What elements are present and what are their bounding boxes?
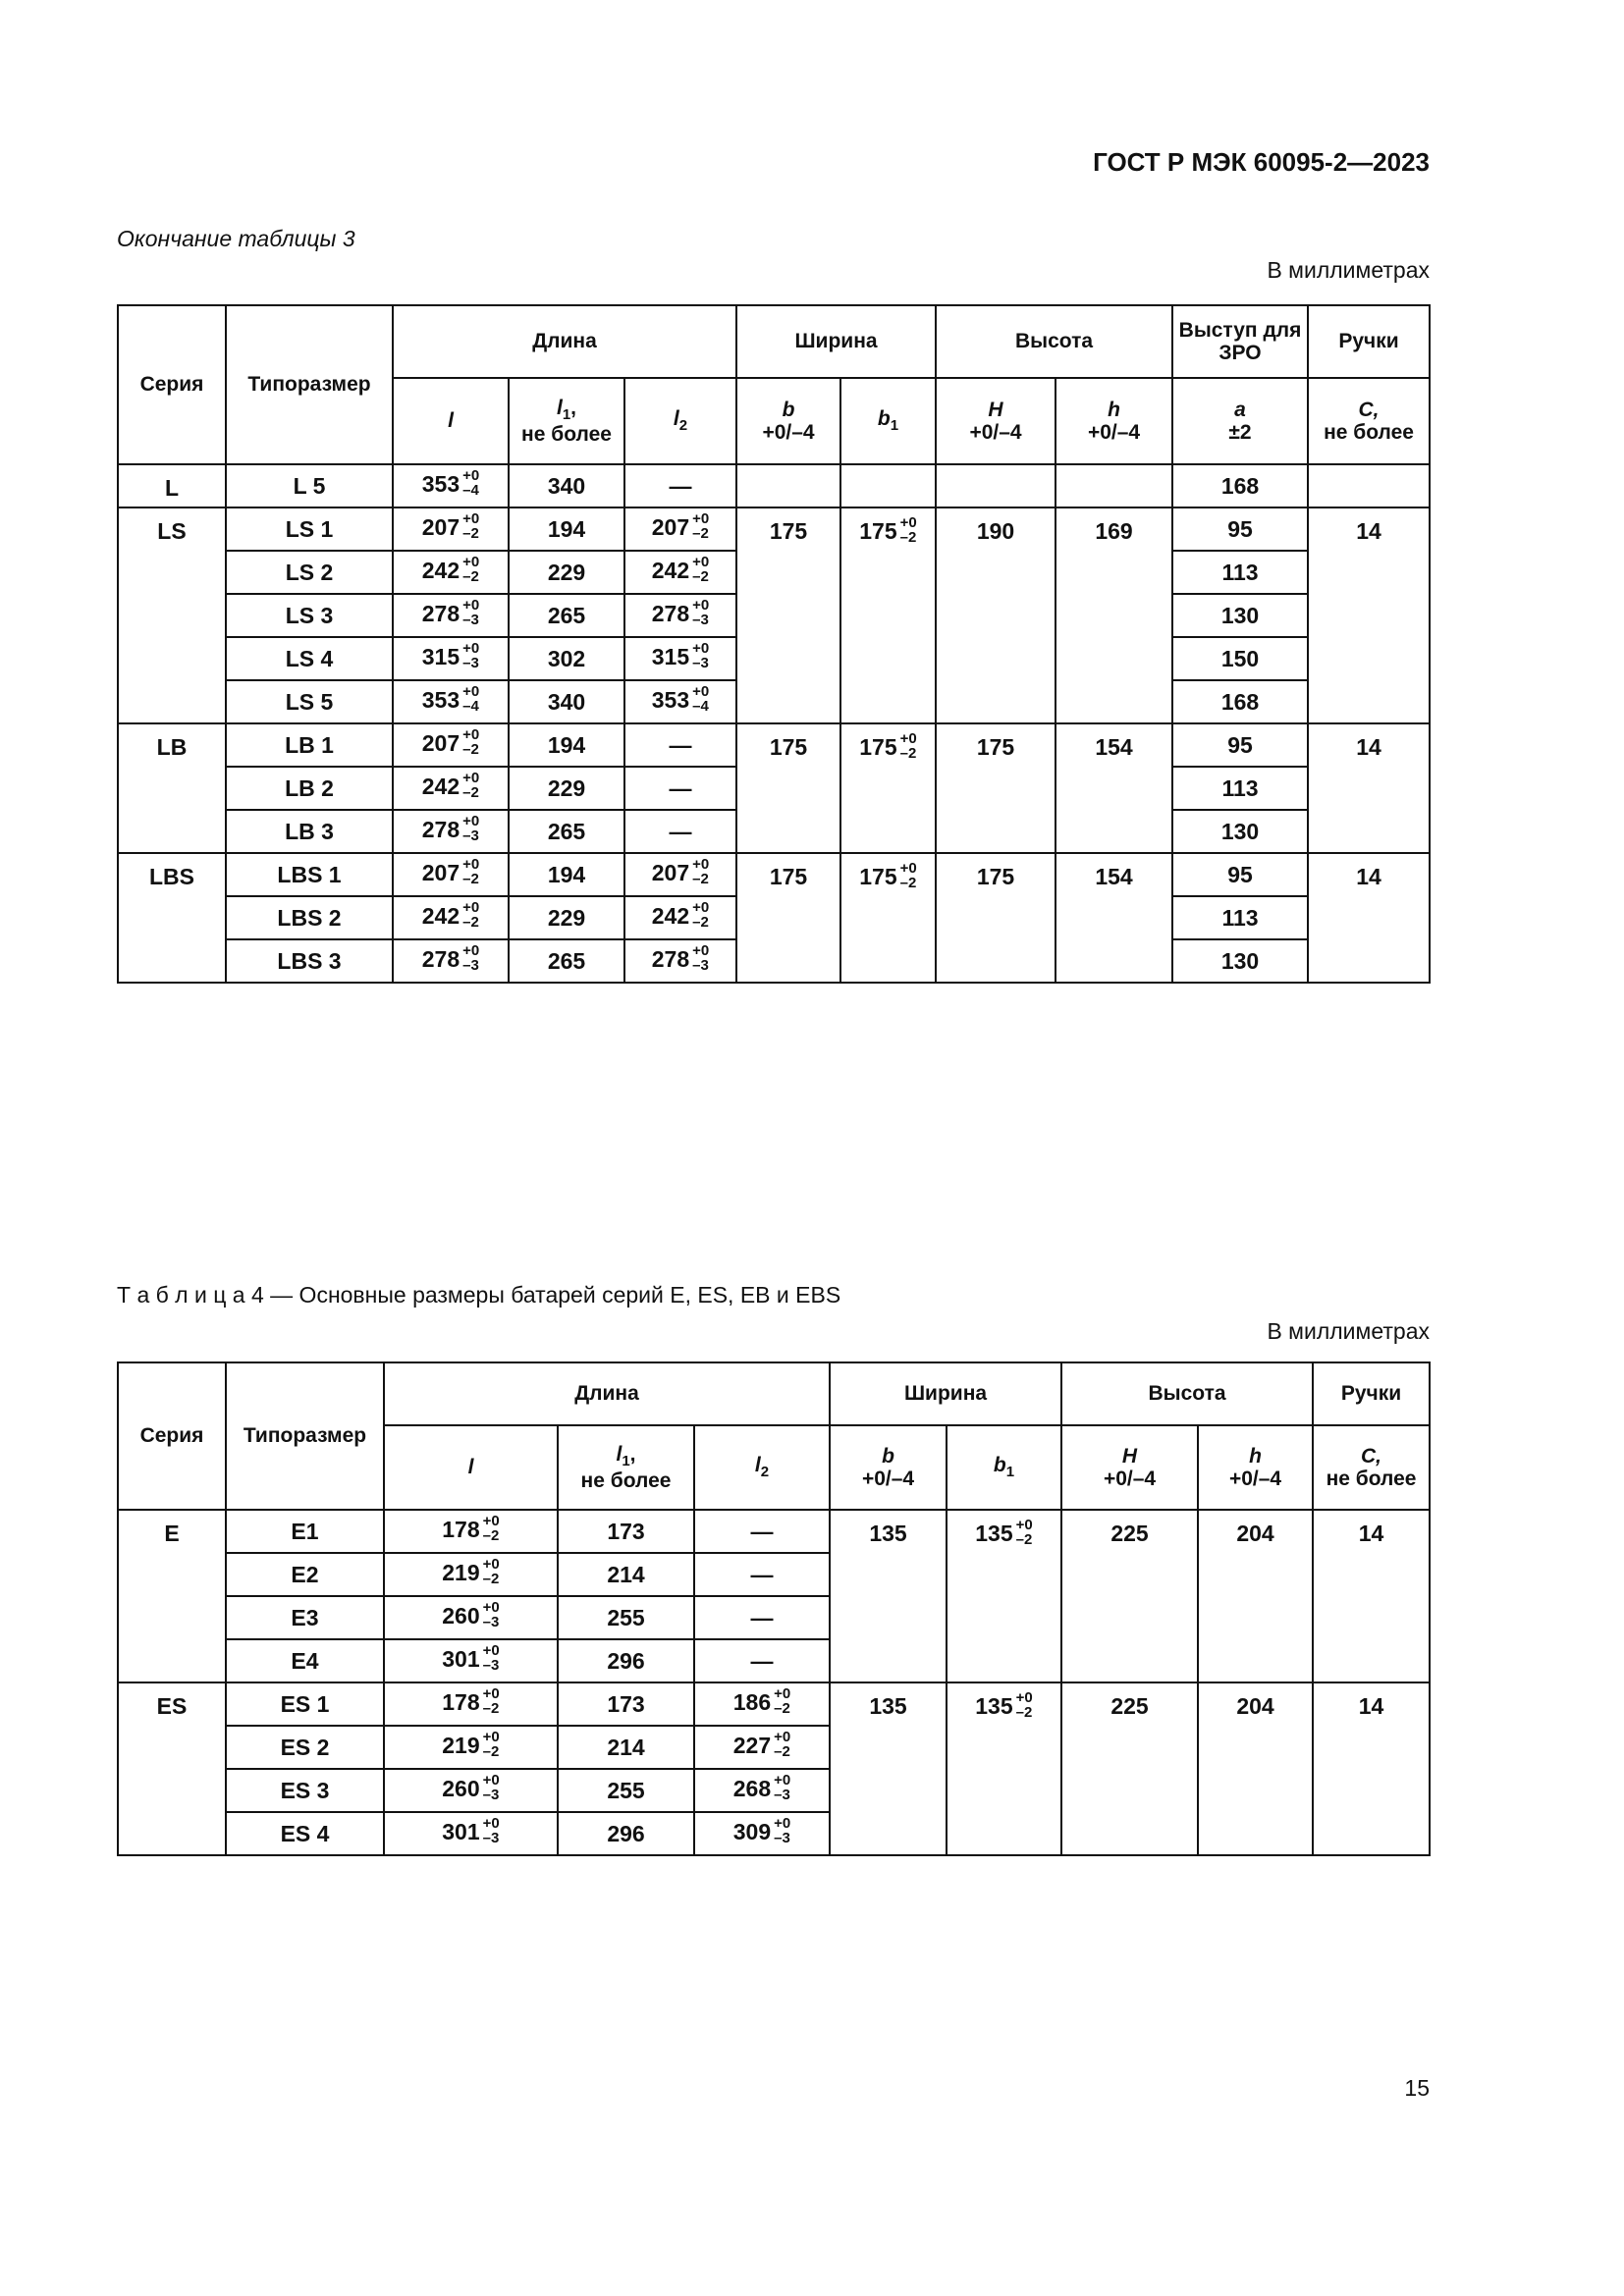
cell-b: 175 — [736, 723, 840, 853]
cell-l: 207 +0 –2 — [393, 507, 509, 551]
cell-l2: — — [694, 1596, 830, 1639]
cell-l1: 265 — [509, 810, 624, 853]
col-width: Ширина — [830, 1362, 1061, 1425]
tolerance: +0 –4 — [462, 683, 480, 715]
cell-l1: 194 — [509, 723, 624, 767]
document-id: ГОСТ Р МЭК 60095-2—2023 — [1093, 147, 1430, 177]
col-b1: $b_1$ — [947, 1425, 1061, 1510]
cell-a: 113 — [1172, 767, 1308, 810]
cell-size: LB 1 — [226, 723, 393, 767]
cell-l: 260 +0 –3 — [384, 1769, 558, 1812]
cell-l2: 227 +0 –2 — [694, 1726, 830, 1769]
table4-units: В миллиметрах — [1267, 1318, 1430, 1344]
cell-l: 178 +0 –2 — [384, 1510, 558, 1553]
cell-b: 175 — [736, 853, 840, 983]
cell-l1: 194 — [509, 507, 624, 551]
table4 — [117, 1362, 1431, 1856]
cell-C: 14 — [1308, 853, 1430, 983]
cell-l: 242 +0 –2 — [393, 896, 509, 939]
cell-l1: 229 — [509, 767, 624, 810]
cell-H: 175 — [936, 853, 1056, 983]
cell-series: L — [118, 464, 226, 507]
cell-a: 168 — [1172, 680, 1308, 723]
cell-h — [1056, 464, 1172, 507]
tolerance: +0 –3 — [482, 1815, 500, 1846]
col-handles: Ручки — [1308, 305, 1430, 378]
tolerance: +0 –2 — [482, 1685, 500, 1717]
col-size: Типоразмер — [226, 1362, 384, 1510]
cell-b: 175 — [736, 507, 840, 723]
cell-l: 353 +0 –4 — [393, 680, 509, 723]
col-b: b +0/–4 — [830, 1425, 947, 1510]
tolerance: +0 –3 — [482, 1599, 500, 1630]
cell-l: 260 +0 –3 — [384, 1596, 558, 1639]
tolerance: +0 –2 — [482, 1556, 500, 1587]
tolerance: +0 –2 — [462, 726, 480, 758]
cell-l: 301 +0 –3 — [384, 1639, 558, 1682]
cell-size: LBS 3 — [226, 939, 393, 983]
cell-series: LB — [118, 723, 226, 853]
col-handles: Ручки — [1313, 1362, 1430, 1425]
tolerance: +0 –2 — [692, 899, 710, 931]
cell-l: 242 +0 –2 — [393, 767, 509, 810]
cell-l2: 268 +0 –3 — [694, 1769, 830, 1812]
cell-h: 204 — [1198, 1682, 1313, 1855]
tolerance: +0 –2 — [482, 1729, 500, 1760]
cell-l2: 207 +0 –2 — [624, 853, 736, 896]
cell-l1: 340 — [509, 464, 624, 507]
cell-size: LS 5 — [226, 680, 393, 723]
cell-series: ES — [118, 1682, 226, 1855]
cell-l1: 255 — [558, 1769, 694, 1812]
cell-l2: — — [694, 1510, 830, 1553]
cell-size: E2 — [226, 1553, 384, 1596]
tolerance: +0 –3 — [462, 640, 480, 671]
tolerance: +0 –2 — [692, 554, 710, 585]
col-b1: $b_1$ — [840, 378, 936, 464]
tolerance: +0 –2 — [1015, 1689, 1033, 1721]
cell-l2: — — [624, 723, 736, 767]
cell-size: LBS 1 — [226, 853, 393, 896]
table4-body — [118, 1510, 1430, 1855]
cell-H: 175 — [936, 723, 1056, 853]
cell-series: LBS — [118, 853, 226, 983]
cell-C: 14 — [1308, 507, 1430, 723]
cell-l1: 255 — [558, 1596, 694, 1639]
cell-size: LBS 2 — [226, 896, 393, 939]
cell-l: 219 +0 –2 — [384, 1726, 558, 1769]
cell-l2: — — [694, 1639, 830, 1682]
cell-H: 225 — [1061, 1682, 1198, 1855]
cell-size: LS 1 — [226, 507, 393, 551]
cell-b1 — [840, 464, 936, 507]
tolerance: +0 –3 — [774, 1772, 791, 1803]
col-protrusion: Выступ для ЗРО — [1172, 305, 1308, 378]
cell-l1: 265 — [509, 939, 624, 983]
cell-l2: 207 +0 –2 — [624, 507, 736, 551]
cell-l2: 278 +0 –3 — [624, 939, 736, 983]
col-H: H +0/–4 — [936, 378, 1056, 464]
tolerance: +0 –2 — [462, 899, 480, 931]
cell-l: 242 +0 –2 — [393, 551, 509, 594]
tolerance: +0 –3 — [774, 1815, 791, 1846]
tolerance: +0 –3 — [462, 942, 480, 974]
col-l2: $l_2$ — [694, 1425, 830, 1510]
cell-l2: — — [624, 464, 736, 507]
col-length: Длина — [384, 1362, 830, 1425]
cell-a: 130 — [1172, 939, 1308, 983]
cell-series: LS — [118, 507, 226, 723]
cell-size: E1 — [226, 1510, 384, 1553]
tolerance: +0 –2 — [462, 554, 480, 585]
cell-size: ES 1 — [226, 1682, 384, 1726]
tolerance: +0 –2 — [899, 860, 917, 891]
cell-a: 130 — [1172, 810, 1308, 853]
tolerance: +0 –2 — [899, 514, 917, 546]
cell-l2: — — [624, 810, 736, 853]
tolerance: +0 –2 — [774, 1729, 791, 1760]
cell-l: 178 +0 –2 — [384, 1682, 558, 1726]
cell-h: 154 — [1056, 723, 1172, 853]
tolerance: +0 –2 — [1015, 1517, 1033, 1548]
cell-l2: — — [624, 767, 736, 810]
cell-a: 150 — [1172, 637, 1308, 680]
cell-C: 14 — [1313, 1510, 1430, 1682]
tolerance: +0 –2 — [462, 770, 480, 801]
table4-caption: Т а б л и ц а 4 — Основные размеры батарей серий E, ES, EB и EBS — [117, 1282, 841, 1308]
tolerance: +0 –2 — [774, 1685, 791, 1717]
cell-b1: 135 +0 –2 — [947, 1682, 1061, 1855]
col-C: C, не более — [1308, 378, 1430, 464]
cell-size: LS 3 — [226, 594, 393, 637]
cell-h: 204 — [1198, 1510, 1313, 1682]
tolerance: +0 –2 — [482, 1513, 500, 1544]
tolerance: +0 –2 — [899, 730, 917, 762]
col-h: h +0/–4 — [1056, 378, 1172, 464]
cell-size: ES 3 — [226, 1769, 384, 1812]
tolerance: +0 –2 — [692, 856, 710, 887]
cell-l2: — — [694, 1553, 830, 1596]
cell-l: 278 +0 –3 — [393, 594, 509, 637]
cell-size: ES 2 — [226, 1726, 384, 1769]
col-b: b +0/–4 — [736, 378, 840, 464]
tolerance: +0 –3 — [462, 597, 480, 628]
table3-caption: Окончание таблицы 3 — [117, 226, 355, 251]
cell-l: 207 +0 –2 — [393, 853, 509, 896]
cell-a: 95 — [1172, 853, 1308, 896]
cell-b1: 135 +0 –2 — [947, 1510, 1061, 1682]
cell-l: 219 +0 –2 — [384, 1553, 558, 1596]
cell-H: 190 — [936, 507, 1056, 723]
col-series: Серия — [118, 305, 226, 464]
tolerance: +0 –2 — [462, 856, 480, 887]
cell-a: 168 — [1172, 464, 1308, 507]
cell-size: LS 2 — [226, 551, 393, 594]
cell-l1: 265 — [509, 594, 624, 637]
cell-a: 113 — [1172, 551, 1308, 594]
table3-body — [118, 464, 1430, 983]
cell-b: 135 — [830, 1682, 947, 1855]
table-row — [118, 723, 1430, 767]
tolerance: +0 –4 — [692, 683, 710, 715]
cell-size: LB 2 — [226, 767, 393, 810]
cell-l1: 214 — [558, 1726, 694, 1769]
col-length: Длина — [393, 305, 736, 378]
col-height: Высота — [936, 305, 1172, 378]
col-a: a ±2 — [1172, 378, 1308, 464]
tolerance: +0 –3 — [462, 813, 480, 844]
cell-l: 278 +0 –3 — [393, 939, 509, 983]
tolerance: +0 –3 — [692, 942, 710, 974]
cell-l2: 278 +0 –3 — [624, 594, 736, 637]
table-row — [118, 853, 1430, 896]
col-l1: $l_1$, не более — [509, 378, 624, 464]
col-C: C, не более — [1313, 1425, 1430, 1510]
cell-l2: 309 +0 –3 — [694, 1812, 830, 1855]
table3 — [117, 304, 1431, 984]
cell-l2: 186 +0 –2 — [694, 1682, 830, 1726]
tolerance: +0 –3 — [692, 640, 710, 671]
cell-a: 95 — [1172, 507, 1308, 551]
cell-a: 130 — [1172, 594, 1308, 637]
cell-C: 14 — [1313, 1682, 1430, 1855]
cell-l2: 242 +0 –2 — [624, 551, 736, 594]
cell-size: E3 — [226, 1596, 384, 1639]
cell-l: 207 +0 –2 — [393, 723, 509, 767]
tolerance: +0 –3 — [482, 1642, 500, 1674]
col-size: Типоразмер — [226, 305, 393, 464]
table-row — [118, 507, 1430, 551]
cell-l2: 353 +0 –4 — [624, 680, 736, 723]
cell-a: 113 — [1172, 896, 1308, 939]
cell-b1: 175 +0 –2 — [840, 507, 936, 723]
table3-units: В миллиметрах — [1267, 257, 1430, 283]
cell-b1: 175 +0 –2 — [840, 723, 936, 853]
cell-a: 95 — [1172, 723, 1308, 767]
cell-C — [1308, 464, 1430, 507]
cell-size: E4 — [226, 1639, 384, 1682]
cell-h: 169 — [1056, 507, 1172, 723]
cell-l2: 315 +0 –3 — [624, 637, 736, 680]
tolerance: +0 –2 — [462, 510, 480, 542]
cell-l1: 296 — [558, 1812, 694, 1855]
table-row — [118, 1510, 1430, 1553]
cell-l: 353 +0 –4 — [393, 464, 509, 507]
col-l: l — [393, 378, 509, 464]
col-l2: $l_2$ — [624, 378, 736, 464]
col-h: h +0/–4 — [1198, 1425, 1313, 1510]
cell-l1: 173 — [558, 1682, 694, 1726]
cell-l: 315 +0 –3 — [393, 637, 509, 680]
cell-series: E — [118, 1510, 226, 1682]
cell-b1: 175 +0 –2 — [840, 853, 936, 983]
cell-b: 135 — [830, 1510, 947, 1682]
cell-l1: 302 — [509, 637, 624, 680]
tolerance: +0 –4 — [462, 467, 480, 499]
table-row — [118, 464, 1430, 507]
cell-l: 278 +0 –3 — [393, 810, 509, 853]
cell-C: 14 — [1308, 723, 1430, 853]
cell-l1: 229 — [509, 551, 624, 594]
cell-l1: 173 — [558, 1510, 694, 1553]
cell-b — [736, 464, 840, 507]
cell-l: 301 +0 –3 — [384, 1812, 558, 1855]
cell-l1: 340 — [509, 680, 624, 723]
cell-size: L 5 — [226, 464, 393, 507]
cell-H: 225 — [1061, 1510, 1198, 1682]
cell-l1: 229 — [509, 896, 624, 939]
col-l: l — [384, 1425, 558, 1510]
col-height: Высота — [1061, 1362, 1313, 1425]
cell-size: ES 4 — [226, 1812, 384, 1855]
cell-l1: 296 — [558, 1639, 694, 1682]
cell-H — [936, 464, 1056, 507]
col-l1: $l_1$, не более — [558, 1425, 694, 1510]
cell-l1: 214 — [558, 1553, 694, 1596]
col-series: Серия — [118, 1362, 226, 1510]
tolerance: +0 –2 — [692, 510, 710, 542]
col-width: Ширина — [736, 305, 936, 378]
cell-h: 154 — [1056, 853, 1172, 983]
tolerance: +0 –3 — [482, 1772, 500, 1803]
cell-size: LS 4 — [226, 637, 393, 680]
col-H: H +0/–4 — [1061, 1425, 1198, 1510]
page-number: 15 — [1404, 2075, 1430, 2101]
table-row — [118, 1682, 1430, 1726]
cell-size: LB 3 — [226, 810, 393, 853]
cell-l2: 242 +0 –2 — [624, 896, 736, 939]
cell-l1: 194 — [509, 853, 624, 896]
tolerance: +0 –3 — [692, 597, 710, 628]
